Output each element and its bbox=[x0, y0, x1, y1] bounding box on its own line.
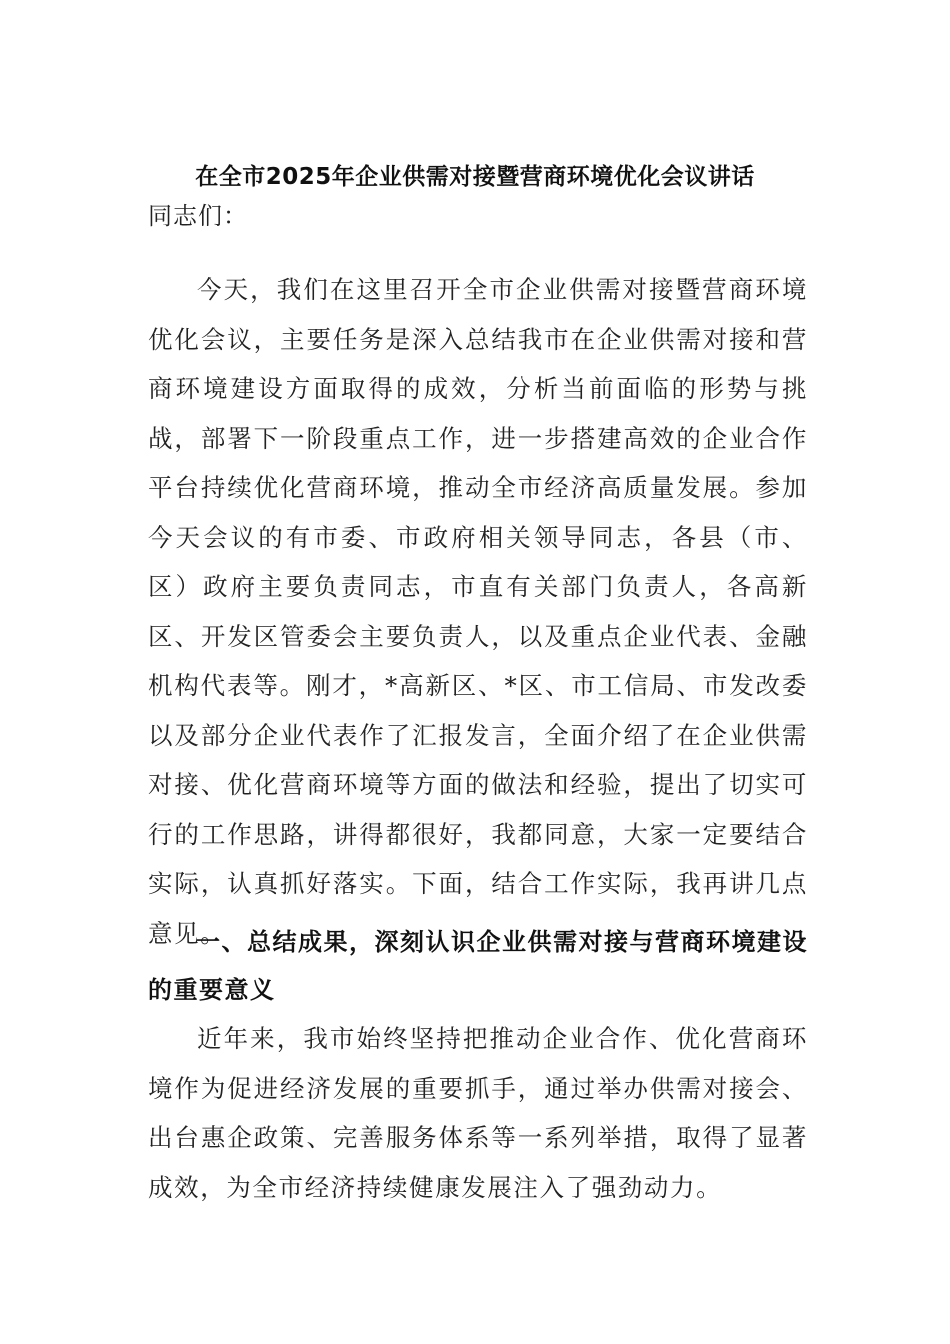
section-paragraph: 近年来，我市始终坚持把推动企业合作、优化营商环境作为促进经济发展的重要抓手，通过举办供需对接会、出台惠企政策、完善服务体系等一系列举措，取得了显著成效，为全市经济持续健康发展注入了强劲动力。 bbox=[148, 1024, 808, 1202]
page-title: 在全市2025年企业供需对接暨营商环境优化会议讲话 bbox=[195, 164, 755, 190]
section-heading: 一、总结成果，深刻认识企业供需对接与营商环境建设的重要意义 bbox=[148, 928, 808, 1004]
salutation: 同志们： bbox=[148, 202, 248, 230]
opening-paragraph: 今天，我们在这里召开全市企业供需对接暨营商环境优化会议，主要任务是深入总结我市在企业供需对接和营商环境建设方面取得的成效，分析当前面临的形势与挑战，部署下一阶段重点工作，进一步搭建高效的企业合作平台持续优化营商环境，推动全市经济高质量发展。参加今天会议的有市委、市政府相关领导同志，各县（市、区）政府主要负责同志，市直有关部门负责人，各高新区、开发区管委会主要负责人，以及重点企业代表、金融机构代表等。刚才，*高新区、*区、市工信局、市发改委以及部分企业代表作了汇报发言，全面介绍了在企业供需对接、优化营商环境等方面的做法和经验，提出了切实可行的工作思路，讲得都很好，我都同意，大家一定要结合实际，认真抓好落实。下面，结合工作实际，我再讲几点意见。 bbox=[148, 275, 808, 948]
